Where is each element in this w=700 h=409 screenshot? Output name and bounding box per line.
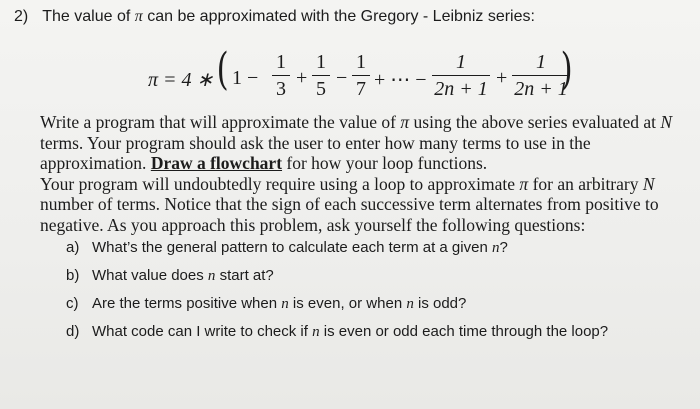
fraction-bar [352,75,370,76]
formula-close-paren: ) [560,44,573,95]
variable-n: n [491,240,500,256]
fraction-denominator: 3 [276,78,286,100]
formula-open-paren: ( [216,44,229,95]
p1-pi-symbol: π [400,112,410,132]
fraction-numerator: 1 [316,51,326,73]
leibniz-formula [148,44,573,110]
paragraph-1 [40,112,680,174]
question-text-end: is even or odd each time through the loop? [319,323,609,340]
question-text-end: start at? [215,267,274,284]
p2-text-1: Your program will undoubtedly require using a loop to approximate [40,173,520,194]
formula-one-minus: 1 − [232,67,259,89]
question-text: What’s the general pattern to calculate each term at a given [92,239,492,256]
formula-minus-1: − [336,67,348,89]
fraction-bar [432,75,490,76]
heading-text-after: can be approximated with the Gregory - Leibniz series: [142,8,535,25]
heading-pi-symbol: π [134,8,143,25]
fraction-numerator: 1 [536,51,546,73]
variable-n: n [207,268,216,284]
p1-N-symbol: N [660,112,673,132]
variable-n: n [281,296,289,312]
variable-n: n [312,324,320,340]
p2-pi-symbol: π [519,173,529,194]
fraction-denominator: 7 [356,78,366,100]
formula-plus-ellipsis-minus: + ⋯ − [374,69,427,91]
fraction-1-2n-plus-1-a [432,50,490,101]
fraction-1-3 [272,50,290,101]
fraction-denominator: 2n + 1 [514,78,568,100]
fraction-denominator: 2n + 1 [434,78,488,100]
p1-text-2: using the above series evaluated at [409,112,661,132]
question-list [66,238,608,350]
p2-N-symbol: N [642,173,655,194]
formula-plus-1: + [296,67,308,89]
formula-lhs: π = 4 ∗ [148,69,214,91]
fraction-numerator: 1 [276,51,286,73]
p1-text-4: for how your loop functions. [282,153,488,173]
p1-text-1: Write a program that will approximate the value of [40,112,401,132]
variable-n: n [406,296,414,312]
fraction-1-5 [312,50,330,101]
question-c [66,294,608,322]
draw-flowchart-emphasis: Draw a flowchart [150,153,283,173]
paragraph-2 [40,174,680,236]
problem-heading [14,8,535,26]
fraction-bar [312,75,330,76]
p2-text-2: for an arbitrary [528,173,643,194]
problem-description [40,112,680,235]
question-text-end: is odd? [413,295,467,312]
question-text: Are the terms positive when [92,295,282,312]
question-marker: c) [66,295,79,312]
question-text: What code can I write to check if [92,323,313,340]
question-text-mid: is even, or when [288,295,407,312]
fraction-numerator: 1 [356,51,366,73]
question-marker: b) [66,267,80,284]
problem-number: 2) [14,8,29,25]
fraction-denominator: 5 [316,78,326,100]
question-a [66,238,608,266]
question-text: What value does [92,267,208,284]
heading-text-before: The value of [42,8,135,25]
fraction-bar [272,75,290,76]
p2-text-3: number of terms. Notice that the sign of each successive term alternates from positive to negative. As you approach this problem, ask yourself the following questions: [40,194,659,235]
fraction-1-7 [352,50,370,101]
question-text-end: ? [499,239,508,256]
question-marker: a) [66,239,80,256]
question-d [66,322,608,350]
fraction-numerator: 1 [456,51,466,73]
formula-plus-2: + [496,67,508,89]
question-b [66,266,608,294]
question-marker: d) [66,323,80,340]
p1-text-3: terms. Your program should ask the user to enter how many terms to use in the approximation. [40,132,591,173]
